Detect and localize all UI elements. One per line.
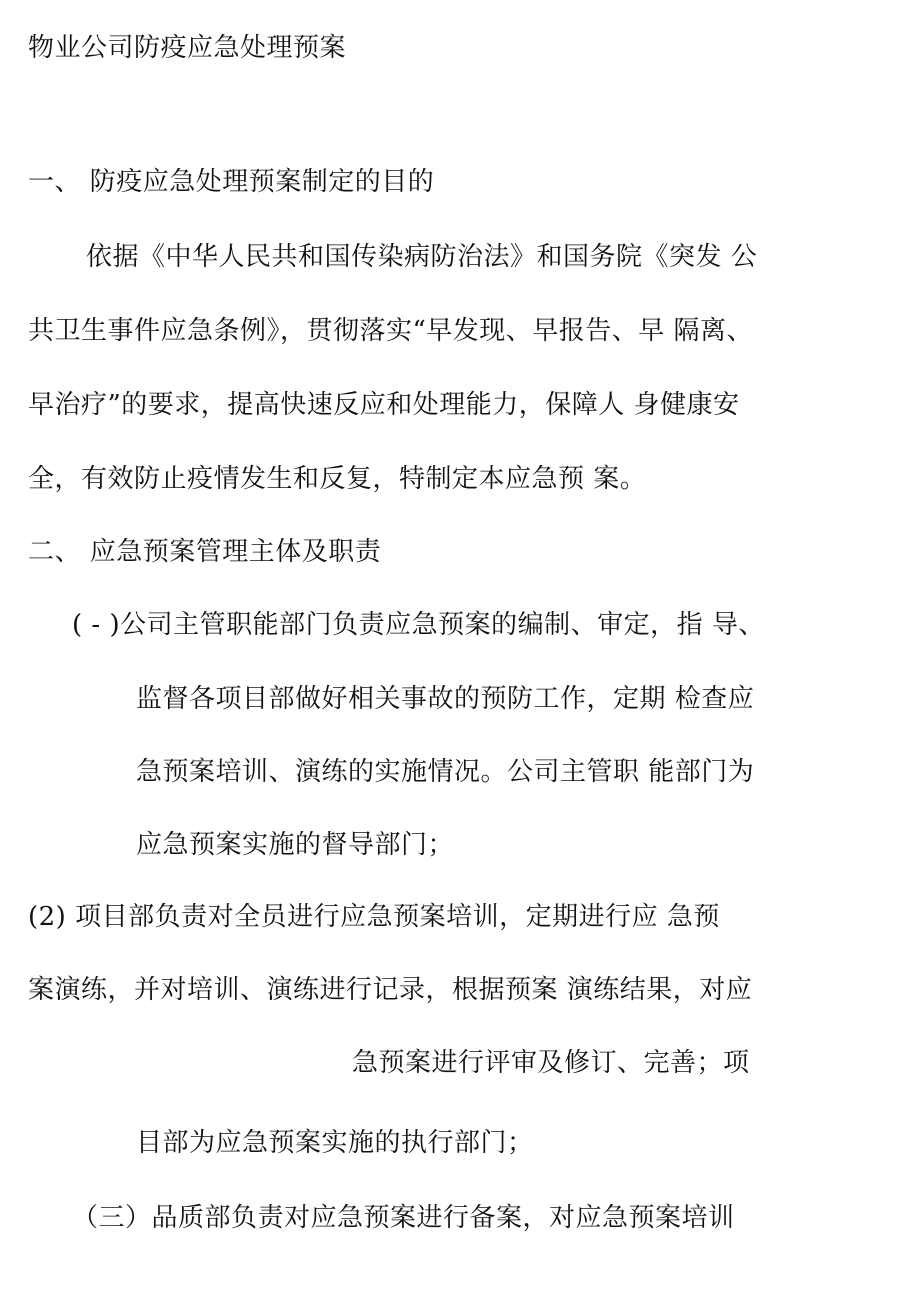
item-2-line-3: 急预案进行评审及修订、完善；项: [352, 1048, 750, 1078]
item-2-line-2: 案演练，并对培训、演练进行记录，根据预案 演练结果，对应: [28, 975, 753, 1005]
item-1-line-1: ( - )公司主管职能部门负责应急预案的编制、审定，指 导、: [72, 610, 765, 640]
section-1-line-2: 共卫生事件应急条例》，贯彻落实“早发现、早报告、早 隔离、: [28, 316, 754, 346]
item-1-line-4: 应急预案实施的督导部门；: [136, 830, 455, 860]
item-3-line-1: （三）品质部负责对应急预案进行备案，对应急预案培训: [72, 1203, 735, 1233]
document-title: 物业公司防疫应急处理预案: [28, 33, 347, 63]
section-2-heading: 二、 应急预案管理主体及职责: [28, 537, 382, 567]
section-1-heading: 一、 防疫应急处理预案制定的目的: [28, 167, 435, 197]
item-1-line-2: 监督各项目部做好相关事故的预防工作，定期 检查应: [136, 684, 755, 714]
item-2-line-4: 目部为应急预案实施的执行部门；: [136, 1128, 534, 1158]
section-1-line-4: 全，有效防止疫情发生和反复，特制定本应急预 案。: [28, 464, 647, 494]
item-2-line-1: (2) 项目部负责对全员进行应急预案培训，定期进行应 急预: [28, 902, 720, 932]
section-1-line-1: 依据《中华人民共和国传染病防治法》和国务院《突发 公: [86, 242, 758, 272]
section-1-line-3: 早治疗”的要求，提高快速反应和处理能力，保障人 身健康安: [28, 390, 740, 420]
item-1-line-3: 急预案培训、演练的实施情况。公司主管职 能部门为: [136, 757, 755, 787]
